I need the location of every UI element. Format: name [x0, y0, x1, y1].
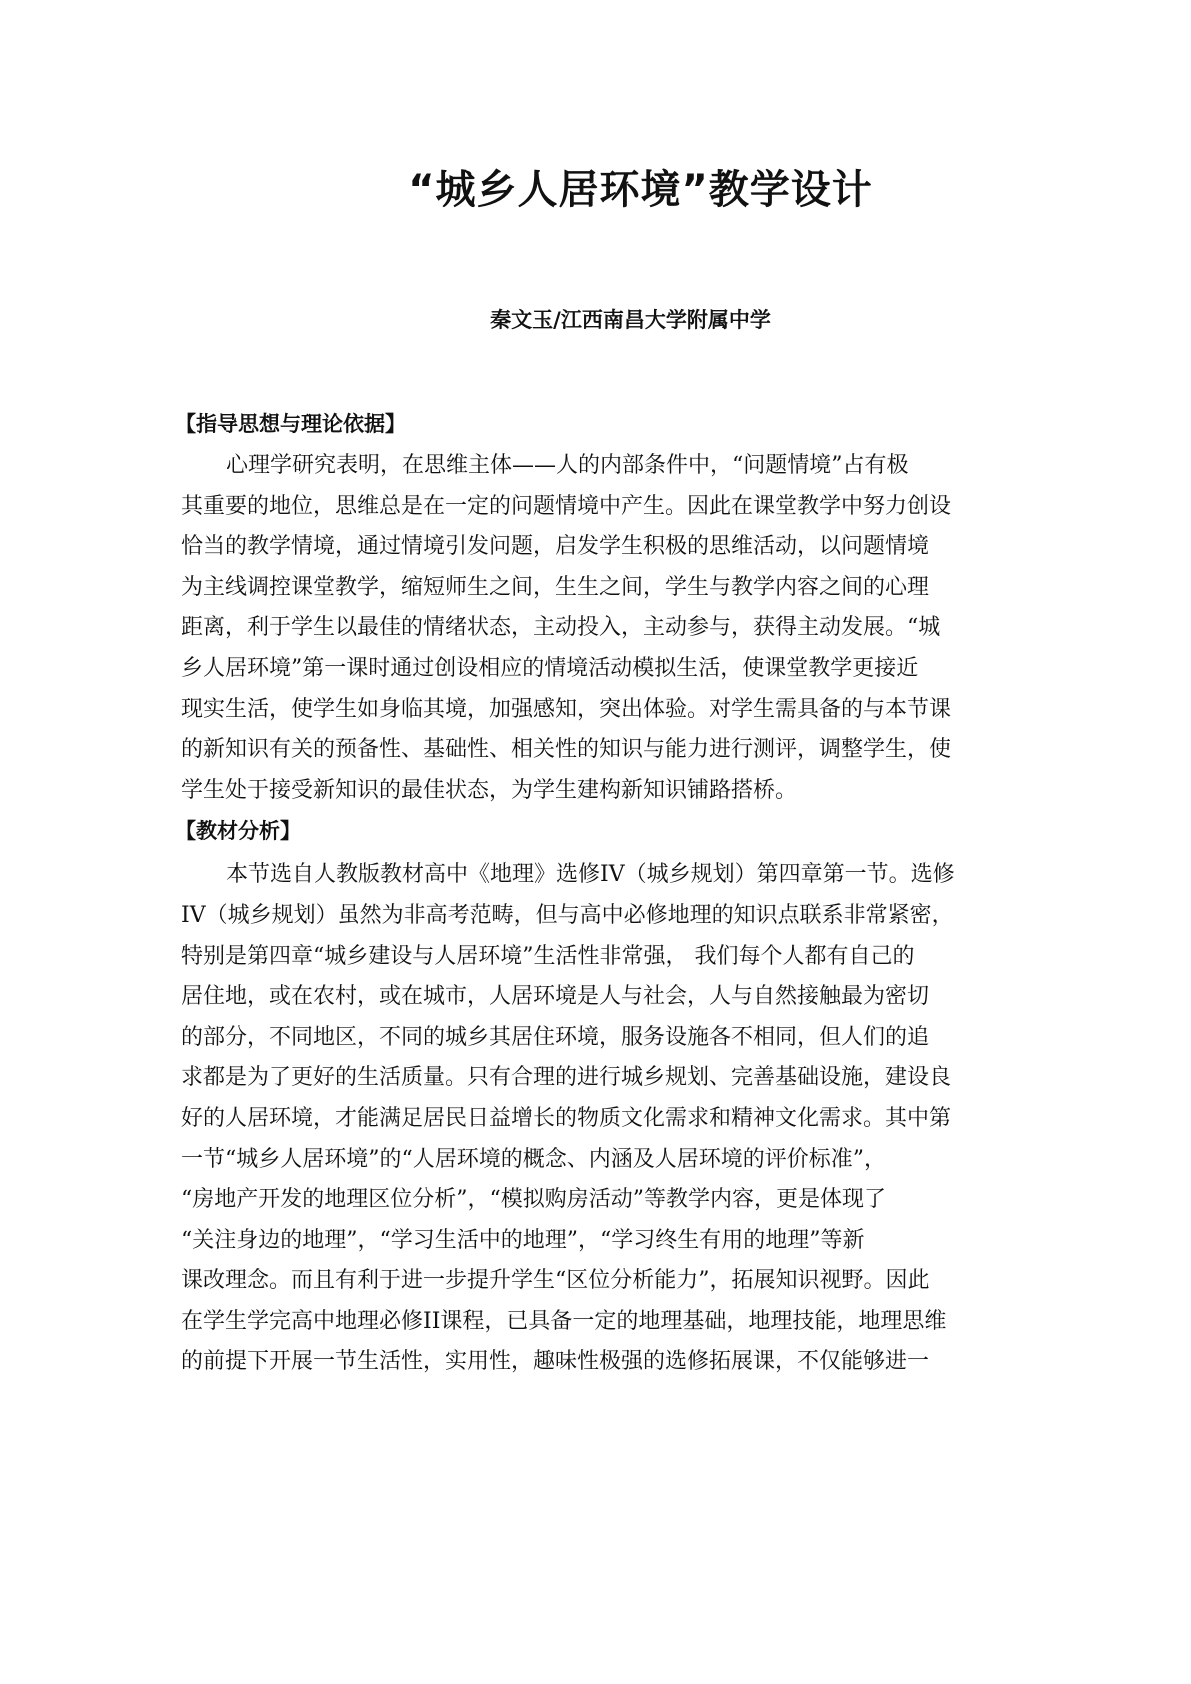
text-line: 恰当的教学情境，通过情境引发问题，启发学生积极的思维活动，以问题情境 [181, 534, 930, 560]
text-line: 其重要的地位，思维总是在一定的问题情境中产生。因此在课堂教学中努力创设 [181, 493, 952, 519]
text-line: “房地产开发的地理区位分析”，“模拟购房活动”等教学内容，更是体现了 [181, 1187, 886, 1213]
text-line: 一节“城乡人居环境”的“人居环境的概念、内涵及人居环境的评价标准”， [181, 1146, 886, 1172]
text-line: 的新知识有关的预备性、基础性、相关性的知识与能力进行测评，调整学生，使 [181, 737, 952, 763]
paragraph-textbook-analysis [181, 855, 1011, 1383]
document-title: “城乡人居环境”教学设计 [408, 167, 873, 213]
text-line: 乡人居环境”第一课时通过创设相应的情境活动模拟生活，使课堂教学更接近 [181, 655, 919, 681]
document-body [175, 404, 1011, 1383]
text-line: 的部分，不同地区，不同的城乡其居住环境，服务设施各不相同，但人们的追 [181, 1024, 930, 1050]
section-heading-guiding-ideas: 【指导思想与理论依据】 [175, 412, 406, 436]
text-line: “关注身边的地理”，“学习生活中的地理”，“学习终生有用的地理”等新 [181, 1227, 865, 1253]
text-line: 本节选自人教版教材高中《地理》选修IV（城乡规划）第四章第一节。选修 [226, 862, 955, 888]
text-line: 课改理念。而且有利于进一步提升学生“区位分析能力”，拓展知识视野。因此 [181, 1268, 930, 1294]
section-heading-textbook-analysis: 【教材分析】 [175, 819, 301, 844]
text-line: 为主线调控课堂教学，缩短师生之间，生生之间，学生与教学内容之间的心理 [181, 574, 930, 600]
text-line: 好的人居环境，才能满足居民日益增长的物质文化需求和精神文化需求。其中第 [181, 1105, 952, 1131]
text-line: 特别是第四章“城乡建设与人居环境”生活性非常强， 我们每个人都有自己的 [181, 943, 915, 969]
author-line: 秦文玉/江西南昌大学附属中学 [490, 308, 771, 332]
text-line: 学生处于接受新知识的最佳状态，为学生建构新知识铺路搭桥。 [181, 777, 798, 803]
text-line: 距离，利于学生以最佳的情绪状态，主动投入，主动参与，获得主动发展。“城 [181, 615, 941, 641]
paragraph-guiding-ideas [181, 446, 1011, 811]
text-line: 求都是为了更好的生活质量。只有合理的进行城乡规划、完善基础设施，建设良 [181, 1065, 952, 1091]
text-line: IV（城乡规划）虽然为非高考范畴，但与高中必修地理的知识点联系非常紧密， [181, 902, 954, 928]
text-line: 心理学研究表明，在思维主体——人的内部条件中，“问题情境”占有极 [226, 453, 909, 478]
text-line: 在学生学完高中地理必修II课程，已具备一定的地理基础，地理技能，地理思维 [181, 1308, 947, 1334]
text-line: 现实生活，使学生如身临其境，加强感知，突出体验。对学生需具备的与本节课 [181, 696, 952, 722]
text-line: 的前提下开展一节生活性，实用性，趣味性极强的选修拓展课，不仅能够进一 [181, 1349, 930, 1375]
text-line: 居住地，或在农村，或在城市，人居环境是人与社会，人与自然接触最为密切 [181, 984, 930, 1010]
